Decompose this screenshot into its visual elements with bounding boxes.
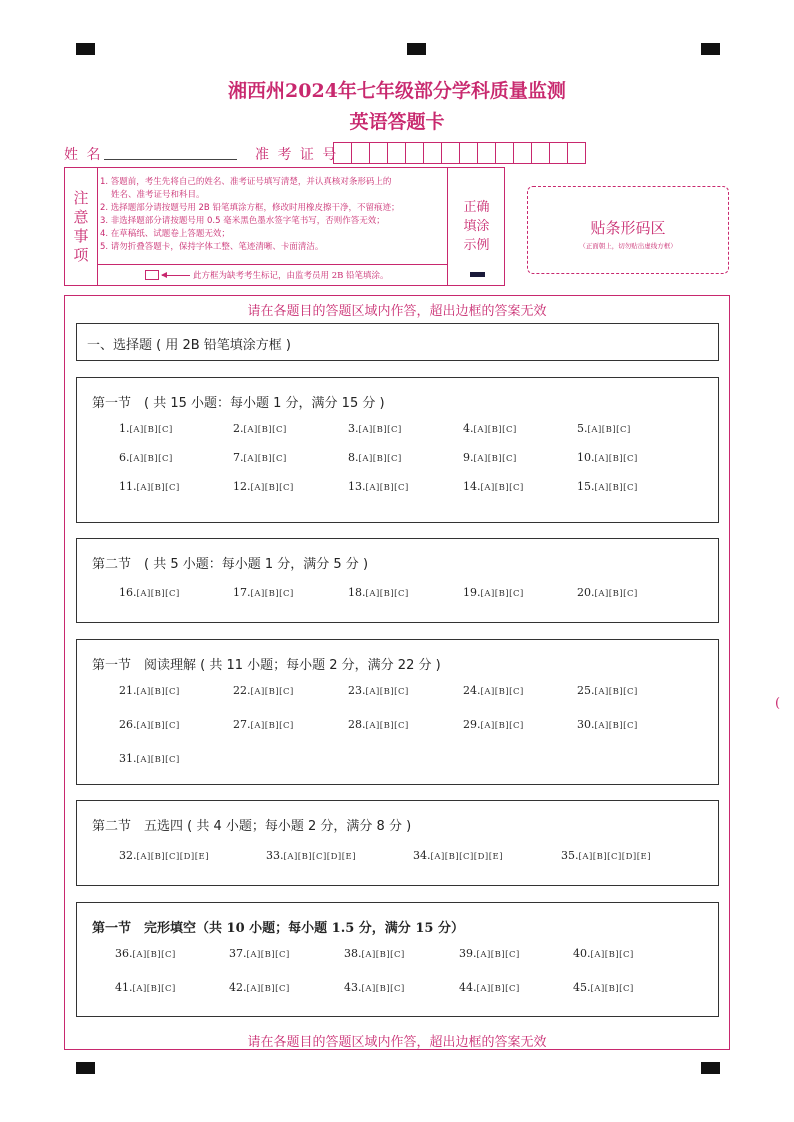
- stray-mark: (: [775, 696, 781, 711]
- question-item[interactable]: [119, 480, 180, 493]
- question-number: 23.: [348, 684, 366, 697]
- answer-options[interactable]: [A][B][C]: [136, 721, 180, 731]
- question-number: 14.: [463, 480, 481, 493]
- notice-item: 5. 请勿折叠答题卡，保持字体工整、笔迹清晰、卡面清洁。: [100, 242, 324, 252]
- question-number: 43.: [344, 981, 362, 994]
- question-item[interactable]: [119, 451, 173, 464]
- question-number: 5.: [577, 422, 588, 435]
- question-item[interactable]: [463, 480, 524, 493]
- answer-options[interactable]: [A][B][C]: [480, 483, 524, 493]
- question-item[interactable]: [577, 480, 638, 493]
- question-item[interactable]: [233, 480, 294, 493]
- notice-label: [65, 168, 98, 285]
- question-number: 44.: [459, 981, 477, 994]
- answer-area-banner-bottom: 请在各题目的答题区域内作答，超出边框的答案无效: [247, 1035, 547, 1050]
- barcode-label: 贴条形码区: [590, 219, 666, 237]
- exam-id-cell[interactable]: [369, 142, 388, 164]
- question-item[interactable]: [348, 684, 409, 697]
- notice-item: 姓名、准考证号和科目。: [111, 190, 205, 200]
- answer-options[interactable]: [A][B][C]: [365, 721, 409, 731]
- notice-label-char: 意: [73, 207, 89, 226]
- section-heading: 第一节 阅读理解 ( 共 11 小题；每小题 2 分，满分 22 分 ): [92, 658, 441, 673]
- question-number: 38.: [344, 947, 362, 960]
- exam-id-cell[interactable]: [459, 142, 478, 164]
- question-item[interactable]: [463, 422, 517, 435]
- answer-options[interactable]: [A][B][C]: [361, 950, 405, 960]
- answer-options[interactable]: [A][B][C]: [246, 984, 290, 994]
- question-item[interactable]: [573, 947, 634, 960]
- section-heading: 第二节 ( 共 5 小题：每小题 1 分，满分 5 分 ): [92, 557, 369, 572]
- barcode-hint: （正面朝上，切勿贴出虚线方框）: [579, 242, 677, 250]
- answer-options[interactable]: [A][B][C]: [129, 454, 173, 464]
- exam-id-cell[interactable]: [513, 142, 532, 164]
- answer-options[interactable]: [A][B][C][D][E]: [578, 852, 652, 862]
- answer-section: [76, 800, 719, 886]
- answer-options[interactable]: [A][B][C]: [136, 483, 180, 493]
- exam-id-cell[interactable]: [333, 142, 352, 164]
- question-item[interactable]: [233, 718, 294, 731]
- exam-id-cell[interactable]: [495, 142, 514, 164]
- question-item[interactable]: [577, 451, 638, 464]
- question-item[interactable]: [119, 718, 180, 731]
- answer-options[interactable]: [A][B][C]: [129, 425, 173, 435]
- question-number: 10.: [577, 451, 595, 464]
- answer-options[interactable]: [A][B][C]: [594, 589, 638, 599]
- question-item[interactable]: [577, 422, 631, 435]
- answer-options[interactable]: [A][B][C]: [358, 425, 402, 435]
- notice-label-char: 项: [73, 245, 89, 264]
- answer-options[interactable]: [A][B][C]: [365, 687, 409, 697]
- question-item[interactable]: [561, 849, 651, 862]
- answer-options[interactable]: [A][B][C]: [250, 721, 294, 731]
- question-number: 13.: [348, 480, 366, 493]
- question-number: 18.: [348, 586, 366, 599]
- question-item[interactable]: [115, 981, 176, 994]
- notice-item: 2. 选择题部分请按题号用 2B 铅笔填涂方框，修改时用橡皮擦干净，不留痕迹；: [100, 203, 400, 213]
- name-label: 姓 名: [64, 147, 103, 163]
- question-item[interactable]: [463, 586, 524, 599]
- exam-id-cell[interactable]: [387, 142, 406, 164]
- question-item[interactable]: [348, 718, 409, 731]
- question-number: 33.: [266, 849, 284, 862]
- fill-sample-line: 正确: [463, 200, 490, 215]
- answer-options[interactable]: [A][B][C]: [243, 454, 287, 464]
- question-item[interactable]: [233, 451, 287, 464]
- question-item[interactable]: [459, 947, 520, 960]
- question-item[interactable]: [577, 718, 638, 731]
- barcode-area: [527, 186, 729, 274]
- answer-options[interactable]: [A][B][C]: [587, 425, 631, 435]
- question-number: 12.: [233, 480, 251, 493]
- question-item[interactable]: [577, 684, 638, 697]
- exam-id-cell[interactable]: [567, 142, 586, 164]
- question-item[interactable]: [463, 451, 517, 464]
- answer-options[interactable]: [A][B][C]: [473, 425, 517, 435]
- question-number: 2.: [233, 422, 244, 435]
- alignment-mark-top-right: [701, 43, 720, 55]
- section-heading: 第一节 完形填空（共 10 小题；每小题 1.5 分，满分 15 分）: [92, 921, 464, 936]
- answer-options[interactable]: [A][B][C]: [480, 721, 524, 731]
- exam-id-cell[interactable]: [423, 142, 442, 164]
- answer-options[interactable]: [A][B][C]: [594, 483, 638, 493]
- question-item[interactable]: [119, 422, 173, 435]
- notice-item: 3. 非选择题部分请按题号用 0.5 毫米黑色墨水签字笔书写，否则作答无效；: [100, 216, 385, 226]
- answer-options[interactable]: [A][B][C]: [480, 687, 524, 697]
- fill-sample-line: 示例: [463, 238, 490, 253]
- exam-id-cell[interactable]: [351, 142, 370, 164]
- answer-options[interactable]: [A][B][C]: [365, 589, 409, 599]
- question-number: 22.: [233, 684, 251, 697]
- answer-options[interactable]: [A][B][C]: [361, 984, 405, 994]
- answer-options[interactable]: [A][B][C]: [132, 984, 176, 994]
- question-number: 7.: [233, 451, 244, 464]
- question-item[interactable]: [233, 684, 294, 697]
- answer-options[interactable]: [A][B][C]: [473, 454, 517, 464]
- answer-frame: [64, 295, 730, 1050]
- exam-id-cell[interactable]: [549, 142, 568, 164]
- question-item[interactable]: [463, 684, 524, 697]
- exam-id-label: 准 考 证 号: [255, 147, 339, 163]
- question-item[interactable]: [119, 684, 180, 697]
- section-heading: 第二节 五选四 ( 共 4 小题；每小题 2 分，满分 8 分 ): [92, 819, 412, 834]
- question-number: 19.: [463, 586, 481, 599]
- question-number: 27.: [233, 718, 251, 731]
- alignment-mark-bottom-left: [76, 1062, 95, 1074]
- answer-options[interactable]: [A][B][C]: [476, 950, 520, 960]
- exam-id-cell[interactable]: [477, 142, 496, 164]
- exam-id-cell[interactable]: [531, 142, 550, 164]
- question-number: 24.: [463, 684, 481, 697]
- question-item[interactable]: [344, 981, 405, 994]
- question-number: 11.: [119, 480, 137, 493]
- question-number: 29.: [463, 718, 481, 731]
- answer-section: [76, 377, 719, 523]
- answer-area-banner-top: 请在各题目的答题区域内作答，超出边框的答案无效: [247, 304, 547, 319]
- answer-options[interactable]: [A][B][C][D][E]: [136, 852, 210, 862]
- notice-box: [64, 167, 505, 286]
- question-item[interactable]: [229, 947, 290, 960]
- answer-options[interactable]: [A][B][C]: [480, 589, 524, 599]
- answer-options[interactable]: [A][B][C]: [250, 589, 294, 599]
- answer-options[interactable]: [A][B][C]: [590, 950, 634, 960]
- answer-section: [76, 639, 719, 785]
- alignment-mark-bottom-right: [701, 1062, 720, 1074]
- alignment-mark-top-center: [407, 43, 426, 55]
- answer-options[interactable]: [A][B][C]: [476, 984, 520, 994]
- question-number: 20.: [577, 586, 595, 599]
- question-number: 31.: [119, 752, 137, 765]
- question-number: 36.: [115, 947, 133, 960]
- question-number: 34.: [413, 849, 431, 862]
- answer-options[interactable]: [A][B][C][D][E]: [283, 852, 357, 862]
- question-item[interactable]: [233, 422, 287, 435]
- question-item[interactable]: [115, 947, 176, 960]
- question-item[interactable]: [348, 451, 402, 464]
- question-item[interactable]: [229, 981, 290, 994]
- exam-id-cells[interactable]: [333, 142, 585, 164]
- answer-options[interactable]: [A][B][C]: [594, 454, 638, 464]
- notice-item: 4. 在草稿纸、试题卷上答题无效；: [100, 229, 230, 239]
- notice-divider: [97, 264, 447, 265]
- question-number: 39.: [459, 947, 477, 960]
- answer-options[interactable]: [A][B][C]: [590, 984, 634, 994]
- question-item[interactable]: [119, 586, 180, 599]
- answer-options[interactable]: [A][B][C]: [250, 687, 294, 697]
- question-number: 32.: [119, 849, 137, 862]
- question-number: 15.: [577, 480, 595, 493]
- question-item[interactable]: [348, 480, 409, 493]
- answer-options[interactable]: [A][B][C][D][E]: [430, 852, 504, 862]
- answer-options[interactable]: [A][B][C]: [365, 483, 409, 493]
- question-item[interactable]: [459, 981, 520, 994]
- exam-id-cell[interactable]: [405, 142, 424, 164]
- question-item[interactable]: [266, 849, 356, 862]
- part-one-title: 一、选择题 ( 用 2B 铅笔填涂方框 ): [87, 338, 291, 353]
- question-number: 16.: [119, 586, 137, 599]
- question-number: 28.: [348, 718, 366, 731]
- question-item[interactable]: [119, 849, 209, 862]
- absent-mark-row: [145, 269, 389, 281]
- absent-mark-box[interactable]: [145, 270, 159, 280]
- answer-options[interactable]: [A][B][C]: [358, 454, 402, 464]
- question-number: 8.: [348, 451, 359, 464]
- question-item[interactable]: [348, 422, 402, 435]
- section-heading: 第一节 ( 共 15 小题：每小题 1 分，满分 15 分 ): [92, 396, 385, 411]
- question-item[interactable]: [233, 586, 294, 599]
- question-number: 41.: [115, 981, 133, 994]
- answer-section: [76, 902, 719, 1017]
- answer-options[interactable]: [A][B][C]: [243, 425, 287, 435]
- question-item[interactable]: [344, 947, 405, 960]
- page-title: 湘西州2024年七年级部分学科质量监测: [228, 80, 566, 102]
- filled-box-example: [470, 272, 485, 277]
- alignment-mark-top-left: [76, 43, 95, 55]
- exam-id-cell[interactable]: [441, 142, 460, 164]
- answer-options[interactable]: [A][B][C]: [136, 755, 180, 765]
- fill-sample-label: [448, 198, 505, 255]
- question-item[interactable]: [573, 981, 634, 994]
- notice-item: 1. 答题前，考生先将自己的姓名、准考证号填写清楚，并认真核对条形码上的: [100, 177, 392, 187]
- question-number: 21.: [119, 684, 137, 697]
- answer-section: [76, 538, 719, 623]
- page-subtitle: 英语答题卡: [349, 111, 445, 133]
- name-field[interactable]: [104, 159, 237, 160]
- arrow-left-icon: [162, 275, 190, 276]
- question-number: 26.: [119, 718, 137, 731]
- part-one-header: [76, 323, 719, 361]
- absent-note: 此方框为缺考考生标记，由监考员用 2B 铅笔填涂。: [193, 271, 389, 281]
- question-number: 42.: [229, 981, 247, 994]
- answer-options[interactable]: [A][B][C]: [136, 589, 180, 599]
- question-number: 1.: [119, 422, 130, 435]
- question-item[interactable]: [119, 752, 180, 765]
- question-item[interactable]: [413, 849, 503, 862]
- fill-sample-line: 填涂: [463, 219, 490, 234]
- question-number: 9.: [463, 451, 474, 464]
- question-number: 45.: [573, 981, 591, 994]
- question-number: 25.: [577, 684, 595, 697]
- question-number: 40.: [573, 947, 591, 960]
- question-number: 35.: [561, 849, 579, 862]
- fill-sample: [447, 168, 505, 285]
- answer-options[interactable]: [A][B][C]: [246, 950, 290, 960]
- answer-options[interactable]: [A][B][C]: [250, 483, 294, 493]
- question-number: 4.: [463, 422, 474, 435]
- question-number: 6.: [119, 451, 130, 464]
- notice-label-char: 事: [73, 226, 89, 245]
- question-number: 30.: [577, 718, 595, 731]
- answer-options[interactable]: [A][B][C]: [132, 950, 176, 960]
- answer-options[interactable]: [A][B][C]: [136, 687, 180, 697]
- question-item[interactable]: [348, 586, 409, 599]
- question-item[interactable]: [577, 586, 638, 599]
- question-number: 17.: [233, 586, 251, 599]
- answer-options[interactable]: [A][B][C]: [594, 687, 638, 697]
- answer-options[interactable]: [A][B][C]: [594, 721, 638, 731]
- question-number: 3.: [348, 422, 359, 435]
- question-item[interactable]: [463, 718, 524, 731]
- question-number: 37.: [229, 947, 247, 960]
- notice-label-char: 注: [73, 188, 89, 207]
- notice-items: [100, 176, 445, 254]
